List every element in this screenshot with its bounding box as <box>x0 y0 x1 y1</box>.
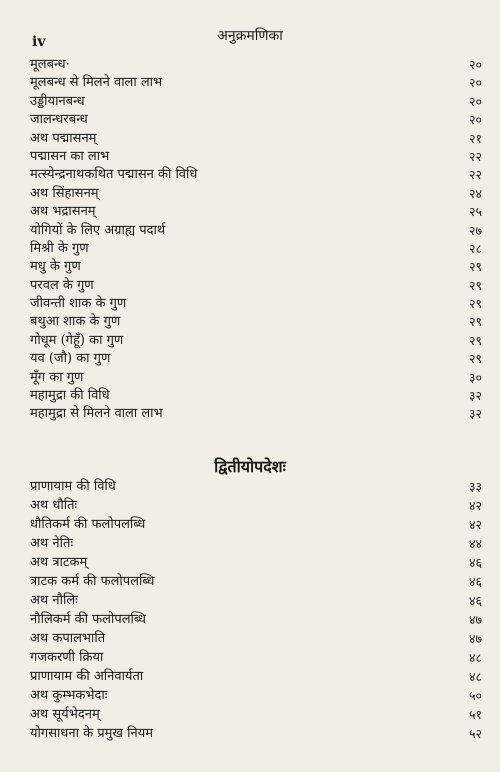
toc-entry-page: २५ <box>468 204 482 220</box>
toc-entry <box>30 686 482 705</box>
toc-entry-title: अथ कुम्भकभेदाः <box>30 688 108 703</box>
toc-entry-title: महामुद्रा से मिलने वाला लाभ <box>30 406 163 422</box>
section-heading: द्वितीयोपदेशः <box>214 457 286 476</box>
toc-entry <box>30 610 482 629</box>
toc-entry <box>30 332 482 350</box>
toc-entry-title: नौलिकर्म की फलोपलब्धि <box>30 612 146 627</box>
toc-entry <box>30 222 482 240</box>
toc-list-section-2 <box>30 477 482 743</box>
toc-entry-title: अथ भद्रासनम् <box>30 204 96 220</box>
toc-entry-title: यव (जौ) का गुण <box>30 351 111 367</box>
page-header <box>30 26 470 50</box>
toc-entry-page: ३० <box>468 369 482 385</box>
toc-entry-page: ४६ <box>468 593 482 608</box>
toc-entry-title: योगसाधना के प्रमुख नियम <box>30 726 154 741</box>
toc-entry <box>30 148 482 166</box>
toc-entry-page: २० <box>468 75 482 91</box>
toc-entry-title: जीवन्ती शाक के गुण <box>30 296 127 312</box>
toc-entry <box>30 667 482 686</box>
toc-entry-page: २० <box>468 112 482 128</box>
toc-entry <box>30 313 482 331</box>
toc-entry <box>30 369 482 387</box>
toc-entry <box>30 477 482 496</box>
toc-entry <box>30 258 482 276</box>
toc-entry <box>30 572 482 591</box>
toc-entry-page: ४६ <box>468 574 482 589</box>
toc-entry <box>30 350 482 368</box>
toc-entry-page: ४४ <box>468 536 482 551</box>
toc-entry <box>30 648 482 667</box>
toc-entry-title: मधु के गुण <box>30 259 81 275</box>
toc-entry <box>30 705 482 724</box>
page-number: iv <box>32 34 46 50</box>
toc-entry-page: २९ <box>468 351 482 367</box>
toc-entry-page: २० <box>468 57 482 72</box>
toc-entry <box>30 277 482 295</box>
toc-entry <box>30 591 482 610</box>
toc-entry-title: त्राटक कर्म की फलोपलब्धि <box>30 574 155 589</box>
toc-entry <box>30 166 482 184</box>
toc-entry-page: ४२ <box>468 517 482 532</box>
toc-entry-page: २१ <box>468 130 482 146</box>
toc-entry-title: योगियों के लिए अग्राह्य पदार्थ <box>30 222 166 238</box>
toc-entry-title: अथ त्राटकम् <box>30 555 88 570</box>
toc-entry-page: ४७ <box>468 612 482 627</box>
toc-entry-page: २९ <box>468 259 482 275</box>
toc-entry <box>30 295 482 313</box>
toc-entry-title: अथ सिंहासनम् <box>30 185 99 201</box>
toc-entry-title: जालन्धरबन्ध <box>30 112 88 128</box>
toc-entry-title: उड्डीयानबन्ध <box>30 93 85 109</box>
toc-entry-title: अथ नेतिः <box>30 536 73 551</box>
toc-entry-page: ४८ <box>468 650 482 665</box>
toc-entry-page: २७ <box>468 222 482 238</box>
toc-entry-page: ४८ <box>468 669 482 684</box>
page-title: अनुक्रमणिका <box>217 28 283 44</box>
toc-entry-title: प्राणायाम की अनिवार्यता <box>30 669 144 684</box>
toc-entry-page: ४७ <box>468 631 482 646</box>
toc-entry-page: २० <box>468 93 482 109</box>
toc-entry-page: ३३ <box>468 479 482 494</box>
toc-entry <box>30 405 482 423</box>
toc-entry <box>30 629 482 648</box>
toc-entry <box>30 130 482 148</box>
toc-entry-title: प्राणायाम की विधि <box>30 479 116 494</box>
toc-entry <box>30 387 482 405</box>
toc-entry-page: ५२ <box>468 726 482 741</box>
toc-entry-title: अथ सूर्यभेदनम् <box>30 707 100 722</box>
toc-entry <box>30 553 482 572</box>
toc-entry <box>30 496 482 515</box>
toc-entry-title: गजकरणी क्रिया <box>30 650 104 665</box>
toc-entry-page: २८ <box>468 240 482 256</box>
toc-entry-title: महामुद्रा की विधि <box>30 388 110 404</box>
toc-entry <box>30 724 482 743</box>
toc-entry-page: २२ <box>468 167 482 183</box>
toc-entry-title: अथ नौलिः <box>30 593 78 608</box>
toc-entry-title: पद्मासन का लाभ <box>30 148 110 164</box>
toc-entry-title: परवल के गुण <box>30 277 94 293</box>
toc-entry-page: २९ <box>468 314 482 330</box>
toc-entry <box>30 56 482 74</box>
toc-entry <box>30 93 482 111</box>
toc-entry-title: गोधूम (गेहूँ) का गुण <box>30 332 124 348</box>
toc-entry-title: मूलबन्ध· <box>30 57 70 72</box>
toc-entry-title: मिश्री के गुण <box>30 240 89 256</box>
toc-entry-title: मूलबन्ध से मिलने वाला लाभ <box>30 75 163 91</box>
toc-entry-title: बथुआ शाक के गुण <box>30 314 121 330</box>
toc-entry <box>30 515 482 534</box>
toc-entry-page: ४२ <box>468 498 482 513</box>
toc-entry-page: ४६ <box>468 555 482 570</box>
toc-entry <box>30 240 482 258</box>
toc-entry-title: मूँग का गुण <box>30 369 84 385</box>
toc-entry-page: २९ <box>468 296 482 312</box>
toc-entry-title: अथ धौतिः <box>30 498 78 513</box>
toc-entry <box>30 111 482 129</box>
toc-entry-title: अथ कपालभाति <box>30 631 106 646</box>
toc-entry-title: मत्स्येन्द्रनाथकथित पद्मासन की विधि <box>30 167 198 183</box>
toc-entry-page: ३२ <box>468 388 482 404</box>
toc-entry-page: २९ <box>468 332 482 348</box>
toc-entry-page: ३२ <box>468 406 482 422</box>
toc-entry-page: ५० <box>468 688 482 703</box>
toc-entry <box>30 185 482 203</box>
toc-entry <box>30 74 482 92</box>
toc-entry-page: २९ <box>468 277 482 293</box>
toc-entry-title: अथ पद्मासनम् <box>30 130 97 146</box>
toc-entry-page: ५१ <box>468 707 482 722</box>
toc-list-section-1 <box>30 56 482 424</box>
toc-entry <box>30 534 482 553</box>
toc-entry-page: २४ <box>468 185 482 201</box>
toc-entry-title: धौतिकर्म की फलोपलब्धि <box>30 517 146 532</box>
toc-entry-page: २२ <box>468 148 482 164</box>
toc-entry <box>30 203 482 221</box>
